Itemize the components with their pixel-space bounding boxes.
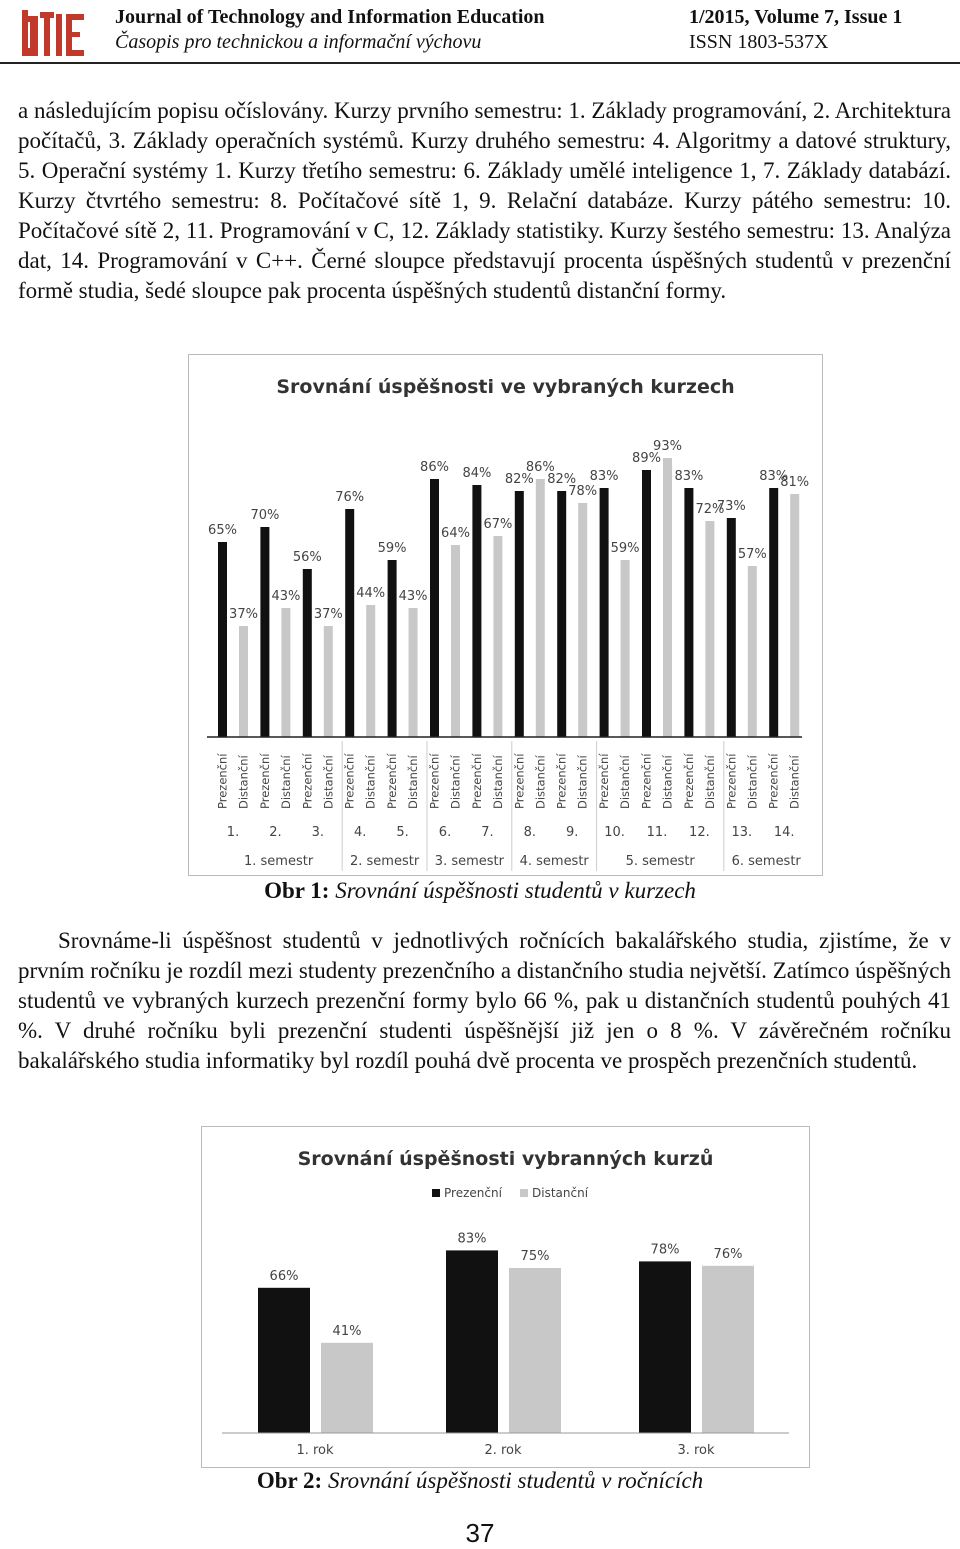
course-tick-label: 6. (438, 825, 452, 840)
bar-distancni (663, 458, 672, 737)
bar-distancni (748, 566, 757, 737)
bar-type-label: Distanční (745, 755, 760, 809)
course-tick-label: 11. (646, 825, 668, 840)
bar-distancni (790, 494, 799, 737)
bar-distancni (493, 536, 502, 737)
page-number: 37 (465, 1518, 495, 1548)
caption-label: Obr 1: (264, 878, 330, 903)
course-tick-label: 8. (523, 825, 537, 840)
data-label: 73% (716, 499, 746, 514)
bar-distancni (578, 503, 587, 737)
bar-prezencni (472, 485, 481, 737)
chart-course-success (189, 355, 822, 875)
course-tick-label: 13. (731, 825, 753, 840)
chart-title: Srovnání úspěšnosti vybranných kurzů (297, 1148, 714, 1170)
bar-type-label: Prezenční (554, 753, 569, 809)
bar-distancni (451, 545, 460, 737)
bar-distancni (324, 626, 333, 737)
legend-swatch (520, 1189, 528, 1197)
data-label: 75% (520, 1249, 550, 1264)
data-label: 57% (737, 547, 767, 562)
issn: ISSN 1803-537X (689, 31, 829, 53)
data-label: 43% (398, 589, 428, 604)
data-label: 56% (292, 550, 322, 565)
data-label: 37% (313, 607, 343, 622)
year-tick-label: 1. rok (296, 1443, 334, 1458)
data-label: 76% (335, 490, 365, 505)
paragraph-text: Srovnáme-li úspěšnost studentů v jednotlivých ročnících bakalářského studia, zjistíme, že v prvním ročníku je rozdíl mezi studenty prezenčního a distančního studia největší. Zatímco úspěšných studentů ve vybraných kurzech prezenční formy bylo 66 %, pak u distančních studentů pouhých 41 %. V druhé ročníku byli prezenční studenti úspěšnější již jen o 8 %. V závěrečném ročníku bakalářského studia informatiky byl rozdíl pouhá dvě procenta ve prospěch prezenčních studentů. (18, 928, 951, 1073)
data-label: 84% (462, 466, 492, 481)
data-label: 59% (610, 541, 640, 556)
semester-label: 1. semestr (244, 854, 314, 869)
year-tick-label: 3. rok (677, 1443, 715, 1458)
figure-2-caption (0, 1468, 960, 1494)
data-label: 70% (250, 508, 280, 523)
course-tick-label: 9. (565, 825, 579, 840)
data-label: 82% (504, 472, 534, 487)
bar-type-label: Prezenční (766, 753, 781, 809)
data-label: 89% (632, 451, 661, 466)
data-label: 67% (483, 517, 513, 532)
course-tick-label: 3. (311, 825, 325, 840)
course-tick-label: 10. (604, 825, 625, 840)
bar-distancni (366, 605, 375, 737)
caption-label: Obr 2: (256, 1468, 323, 1493)
bar-prezencni (388, 560, 397, 737)
bar-type-label: Distanční (618, 755, 633, 809)
bar-type-label: Distanční (787, 755, 802, 809)
bar-type-label: Distanční (278, 755, 293, 809)
data-label: 83% (457, 1231, 487, 1247)
semester-label: 3. semestr (434, 854, 504, 869)
header-divider (0, 62, 960, 64)
journal-name-czech: Časopis pro technickou a informační výchovu (115, 31, 482, 53)
body-paragraph-1 (18, 96, 951, 306)
bar-type-label: Prezenční (512, 753, 527, 809)
data-label: 76% (713, 1246, 743, 1262)
data-label: 59% (377, 541, 407, 556)
semester-label: 6. semestr (731, 854, 801, 869)
course-tick-label: 2. (269, 825, 282, 840)
bar-prezencni (218, 542, 227, 737)
bar-distancni (705, 521, 714, 737)
figure-1-chart (188, 354, 823, 876)
journal-header (0, 0, 960, 64)
bar-type-label: Prezenční (639, 753, 654, 809)
legend-label: Prezenční (444, 1186, 502, 1200)
semester-label: 4. semestr (519, 854, 589, 869)
bar-type-label: Distanční (406, 755, 421, 809)
data-label: 81% (780, 475, 810, 490)
bar-type-label: Prezenční (469, 753, 484, 809)
data-label: 83% (589, 469, 619, 484)
bar-prezencni (515, 491, 524, 737)
data-label: 93% (653, 439, 682, 454)
bar-prezencni (600, 488, 609, 737)
bar-type-label: Prezenční (385, 753, 400, 809)
figure-2-chart (201, 1126, 810, 1468)
course-tick-label: 12. (689, 825, 710, 840)
data-label: 64% (441, 526, 470, 541)
course-tick-label: 7. (481, 825, 494, 840)
bar-type-label: Prezenční (597, 753, 612, 809)
journal-name: Journal of Technology and Information Education (115, 6, 545, 28)
course-tick-label: 1. (226, 825, 240, 840)
data-label: 82% (547, 472, 577, 487)
bar-prezencni (345, 509, 354, 737)
bar-prezencni (639, 1261, 691, 1433)
bar-type-label: Prezenční (681, 753, 696, 809)
data-label: 78% (650, 1242, 680, 1258)
legend-label: Distanční (532, 1186, 589, 1200)
data-label: 78% (568, 484, 598, 499)
caption-text: Srovnání úspěšnosti studentů v ročnících (327, 1468, 704, 1493)
data-label: 37% (229, 607, 258, 622)
chart-title: Srovnání úspěšnosti ve vybraných kurzech (276, 376, 735, 398)
bar-prezencni (258, 1288, 310, 1433)
legend-swatch (432, 1189, 440, 1197)
bar-type-label: Prezenční (300, 753, 315, 809)
bar-prezencni (684, 488, 693, 737)
bar-type-label: Distanční (236, 755, 251, 809)
issue-info: 1/2015, Volume 7, Issue 1 (689, 6, 903, 28)
bar-type-label: Prezenční (342, 753, 357, 809)
chart-year-success (202, 1127, 809, 1467)
caption-text: Srovnání úspěšnosti studentů v kurzech (335, 878, 696, 903)
bar-prezencni (446, 1250, 498, 1433)
paragraph-text: a následujícím popisu očíslovány. Kurzy prvního semestru: 1. Základy programování, 2. Architektura počítačů, 3. Základy operačních systémů. Kurzy druhého semestru: 4. Algoritmy a datové struktury, 5. Operační systémy 1. Kurzy třetího semestru: 6. Základy umělé inteligence 1, 7. Základy databází. Kurzy čtvrtého semestru: 8. Počítačové sítě 1, 9. Relační databáze. Kurzy pátého semestru: 10. Počítačové sítě 2, 11. Programování v C, 12. Základy statistiky. Kurzy šestého semestru: 13. Analýza dat, 14. Programování v C++. Černé sloupce představují procenta úspěšných studentů v prezenční formě studia, šedé sloupce pak procenta úspěšných studentů distanční formy. (18, 98, 951, 303)
bar-distancni (621, 560, 630, 737)
bar-type-label: Distanční (321, 755, 336, 809)
bar-type-label: Prezenční (257, 753, 272, 809)
data-label: 66% (269, 1268, 299, 1284)
data-label: 86% (420, 460, 449, 475)
bar-type-label: Prezenční (427, 753, 442, 809)
bar-prezencni (769, 488, 778, 737)
course-tick-label: 5. (396, 825, 409, 840)
data-label: 41% (332, 1323, 362, 1339)
data-label: 86% (525, 460, 555, 475)
bar-distancni (409, 608, 418, 737)
bar-distancni (321, 1343, 373, 1433)
bar-prezencni (557, 491, 566, 737)
data-label: 65% (208, 523, 237, 538)
bar-prezencni (642, 470, 651, 737)
course-tick-label: 4. (353, 825, 367, 840)
data-label: 83% (759, 469, 789, 484)
bar-prezencni (430, 479, 439, 737)
course-tick-label: 14. (773, 825, 795, 840)
bar-prezencni (260, 527, 269, 737)
bar-distancni (509, 1268, 561, 1433)
bar-type-label: Distanční (490, 755, 505, 809)
data-label: 72% (695, 502, 725, 517)
bar-distancni (536, 479, 545, 737)
bar-distancni (281, 608, 290, 737)
bar-type-label: Distanční (702, 755, 717, 809)
bar-type-label: Distanční (660, 755, 675, 809)
bar-type-label: Distanční (533, 755, 548, 809)
bar-type-label: Distanční (363, 755, 378, 809)
data-label: 43% (271, 589, 301, 604)
year-tick-label: 2. rok (484, 1443, 522, 1458)
bar-distancni (239, 626, 248, 737)
semester-label: 5. semestr (625, 854, 695, 869)
semester-label: 2. semestr (350, 854, 420, 869)
bar-prezencni (727, 518, 736, 737)
bar-type-label: Distanční (448, 755, 463, 809)
data-label: 83% (674, 469, 704, 484)
bar-type-label: Distanční (575, 755, 590, 809)
figure-1-caption (0, 878, 960, 904)
jtie-logo (20, 6, 88, 60)
bar-type-label: Prezenční (215, 753, 230, 809)
bar-distancni (702, 1266, 754, 1433)
body-paragraph-2 (18, 926, 951, 1076)
bar-prezencni (303, 569, 312, 737)
data-label: 44% (356, 586, 386, 601)
bar-type-label: Prezenční (724, 753, 739, 809)
